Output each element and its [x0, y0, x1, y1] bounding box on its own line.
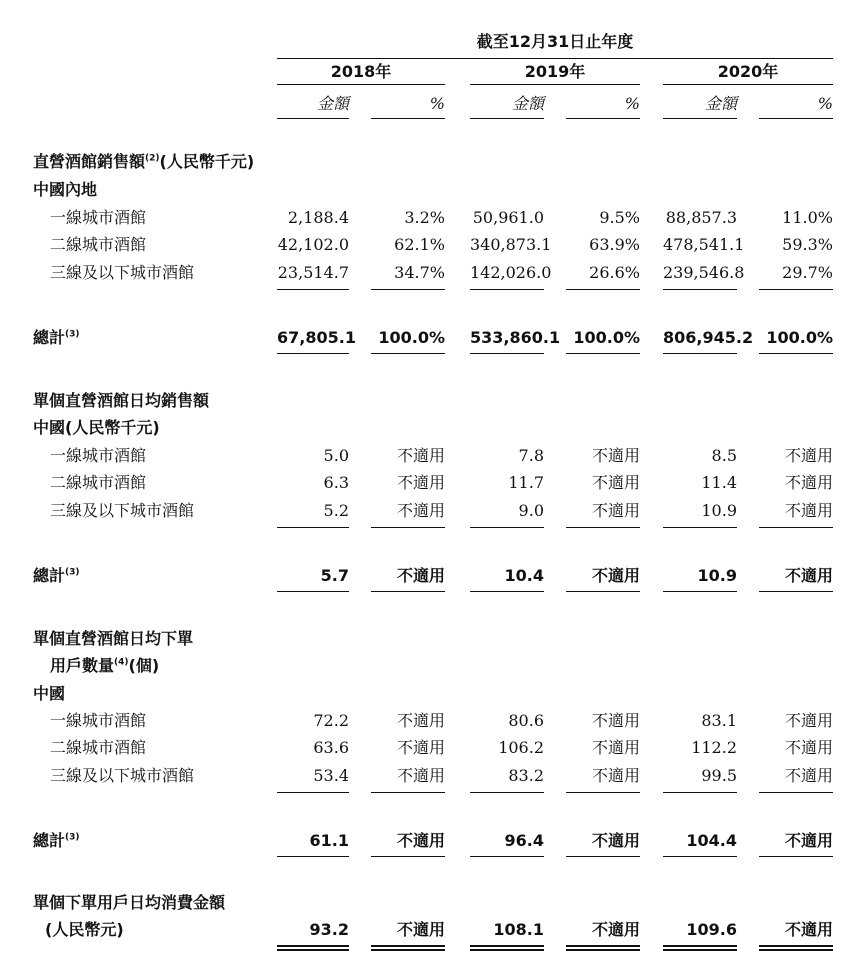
- table-cell: 2,188.4: [287, 208, 349, 227]
- subtotal-rule: [470, 353, 544, 354]
- header-rule: [277, 58, 833, 59]
- table-cell: 99.5: [701, 766, 737, 785]
- table-cell: 26.6%: [589, 263, 640, 282]
- col-rule: [566, 118, 640, 119]
- subtotal-rule: [566, 856, 640, 857]
- col-rule: [759, 118, 833, 119]
- avg-spend-cell: 不適用: [784, 920, 833, 939]
- table-cell: 不適用: [591, 711, 640, 730]
- table-cell: 不適用: [784, 711, 833, 730]
- row-label: 三線及以下城市酒館: [50, 766, 195, 785]
- table-cell: 80.6: [508, 711, 544, 730]
- total-cell: 5.7: [320, 566, 349, 585]
- double-underline: [371, 945, 445, 951]
- subtotal-rule: [759, 289, 833, 290]
- subtotal-rule: [371, 289, 445, 290]
- subtotal-rule: [663, 856, 737, 857]
- table-cell: 59.3%: [782, 235, 833, 254]
- table-cell: 不適用: [591, 446, 640, 465]
- table-cell: 112.2: [691, 738, 737, 757]
- table-cell: 340,873.1: [470, 235, 552, 254]
- avg-spend-cell: 不適用: [396, 920, 445, 939]
- section2-region: 中國(人民幣千元): [33, 418, 160, 437]
- total-cell: 67,805.1: [277, 328, 356, 347]
- subtotal-rule: [277, 591, 349, 592]
- row-label: 一線城市酒館: [50, 208, 147, 227]
- total-cell: 533,860.1: [470, 328, 561, 347]
- table-cell: 11.4: [701, 473, 737, 492]
- table-cell: 72.2: [313, 711, 349, 730]
- subtotal-rule: [566, 289, 640, 290]
- table-cell: 142,026.0: [470, 263, 552, 282]
- table-cell: 不適用: [396, 501, 445, 520]
- table-cell: 63.9%: [589, 235, 640, 254]
- year-2020: 2020年: [717, 62, 779, 81]
- subtotal-rule: [470, 527, 544, 528]
- table-cell: 83.1: [701, 711, 737, 730]
- subtotal-rule: [470, 289, 544, 290]
- subtotal-rule: [371, 792, 445, 793]
- total-cell: 100.0%: [378, 328, 445, 347]
- table-cell: 29.7%: [782, 263, 833, 282]
- total-cell: 96.4: [504, 831, 544, 850]
- pct-header-2018: %: [429, 94, 445, 113]
- subtotal-rule: [759, 527, 833, 528]
- subtotal-rule: [371, 353, 445, 354]
- avg-spend-cell: 109.6: [686, 920, 737, 939]
- table-cell: 9.5%: [599, 208, 640, 227]
- table-cell: 不適用: [784, 738, 833, 757]
- subtotal-rule: [371, 591, 445, 592]
- col-rule: [470, 118, 544, 119]
- subtotal-rule: [277, 792, 349, 793]
- table-cell: 不適用: [784, 501, 833, 520]
- double-underline: [566, 945, 640, 951]
- col-rule: [277, 118, 349, 119]
- row-label: 一線城市酒館: [50, 711, 147, 730]
- section1-region: 中國內地: [33, 180, 98, 199]
- table-cell: 不適用: [396, 446, 445, 465]
- col-rule: [663, 118, 737, 119]
- section4-title-line1: 單個下單用戶日均消費金額: [33, 893, 226, 912]
- subtotal-rule: [470, 856, 544, 857]
- table-cell: 478,541.1: [663, 235, 745, 254]
- year-2018: 2018年: [330, 62, 392, 81]
- row-label: 二線城市酒館: [50, 473, 147, 492]
- subtotal-rule: [663, 527, 737, 528]
- subtotal-rule: [663, 792, 737, 793]
- amount-header-2020: 金額: [704, 94, 737, 113]
- subtotal-rule: [470, 591, 544, 592]
- table-cell: 不適用: [396, 711, 445, 730]
- subtotal-rule: [566, 353, 640, 354]
- table-cell: 不適用: [784, 766, 833, 785]
- total-cell: 100.0%: [573, 328, 640, 347]
- table-cell: 34.7%: [394, 263, 445, 282]
- row-label: 一線城市酒館: [50, 446, 147, 465]
- table-cell: 不適用: [591, 473, 640, 492]
- pct-header-2019: %: [624, 94, 640, 113]
- subtotal-rule: [566, 527, 640, 528]
- amount-header-2019: 金額: [511, 94, 544, 113]
- subtotal-rule: [566, 591, 640, 592]
- year-2019: 2019年: [524, 62, 586, 81]
- table-cell: 不適用: [784, 446, 833, 465]
- total-cell: 104.4: [686, 831, 737, 850]
- total-cell: 806,945.2: [663, 328, 754, 347]
- table-cell: 3.2%: [404, 208, 445, 227]
- table-cell: 不適用: [784, 473, 833, 492]
- table-cell: 不適用: [591, 738, 640, 757]
- subtotal-rule: [663, 591, 737, 592]
- double-underline: [663, 945, 737, 951]
- row-label: 三線及以下城市酒館: [50, 501, 195, 520]
- col-rule: [371, 118, 445, 119]
- table-cell: 5.2: [323, 501, 349, 520]
- total-cell: 不適用: [784, 831, 833, 850]
- total-cell: 100.0%: [766, 328, 833, 347]
- section3-total-label: 總計$^{(3)}$: [33, 831, 80, 850]
- table-cell: 不適用: [396, 738, 445, 757]
- double-underline: [470, 945, 544, 951]
- year-rule-2020: [663, 84, 833, 85]
- total-cell: 不適用: [591, 831, 640, 850]
- total-cell: 不適用: [784, 566, 833, 585]
- subtotal-rule: [759, 856, 833, 857]
- table-cell: 8.5: [711, 446, 737, 465]
- row-label: 三線及以下城市酒館: [50, 263, 195, 282]
- total-cell: 10.4: [504, 566, 544, 585]
- table-cell: 5.0: [323, 446, 349, 465]
- total-cell: 不適用: [396, 566, 445, 585]
- section1-title: 直營酒館銷售額$^{(2)}$(人民幣千元): [33, 152, 255, 171]
- table-cell: 11.0%: [782, 208, 833, 227]
- table-cell: 不適用: [396, 766, 445, 785]
- avg-spend-cell: 93.2: [309, 920, 349, 939]
- table-cell: 23,514.7: [277, 263, 349, 282]
- section3-region: 中國: [33, 684, 66, 703]
- table-cell: 不適用: [591, 766, 640, 785]
- total-cell: 61.1: [309, 831, 349, 850]
- subtotal-rule: [277, 289, 349, 290]
- table-cell: 88,857.3: [665, 208, 737, 227]
- subtotal-rule: [663, 289, 737, 290]
- table-cell: 239,546.8: [663, 263, 745, 282]
- amount-header-2018: 金額: [316, 94, 349, 113]
- avg-spend-cell: 108.1: [493, 920, 544, 939]
- subtotal-rule: [371, 527, 445, 528]
- section3-title-line2: 用戶數量$^{(4)}$(個): [50, 656, 160, 675]
- total-cell: 不適用: [591, 566, 640, 585]
- table-cell: 不適用: [591, 501, 640, 520]
- table-cell: 6.3: [323, 473, 349, 492]
- year-rule-2018: [277, 84, 445, 85]
- subtotal-rule: [759, 353, 833, 354]
- double-underline: [277, 945, 349, 951]
- section2-title: 單個直營酒館日均銷售額: [33, 391, 210, 410]
- pct-header-2020: %: [817, 94, 833, 113]
- subtotal-rule: [277, 353, 349, 354]
- table-cell: 63.6: [313, 738, 349, 757]
- table-cell: 83.2: [508, 766, 544, 785]
- table-cell: 11.7: [508, 473, 544, 492]
- table-cell: 42,102.0: [277, 235, 349, 254]
- row-label: 二線城市酒館: [50, 738, 147, 757]
- subtotal-rule: [371, 856, 445, 857]
- double-underline: [759, 945, 833, 951]
- table-cell: 106.2: [498, 738, 544, 757]
- section2-total-label: 總計$^{(3)}$: [33, 566, 80, 585]
- table-cell: 7.8: [518, 446, 544, 465]
- table-cell: 53.4: [313, 766, 349, 785]
- subtotal-rule: [277, 527, 349, 528]
- subtotal-rule: [277, 856, 349, 857]
- total-cell: 10.9: [697, 566, 737, 585]
- avg-spend-cell: 不適用: [591, 920, 640, 939]
- subtotal-rule: [470, 792, 544, 793]
- year-rule-2019: [470, 84, 640, 85]
- total-cell: 不適用: [396, 831, 445, 850]
- table-cell: 不適用: [396, 473, 445, 492]
- subtotal-rule: [759, 591, 833, 592]
- table-cell: 62.1%: [394, 235, 445, 254]
- subtotal-rule: [759, 792, 833, 793]
- table-cell: 50,961.0: [472, 208, 544, 227]
- table-cell: 9.0: [518, 501, 544, 520]
- table-cell: 10.9: [701, 501, 737, 520]
- section4-title-line2: (人民幣元): [45, 920, 124, 939]
- period-heading: 截至12月31日止年度: [476, 32, 634, 51]
- row-label: 二線城市酒館: [50, 235, 147, 254]
- section3-title-line1: 單個直營酒館日均下單: [33, 629, 194, 648]
- subtotal-rule: [566, 792, 640, 793]
- section1-total-label: 總計$^{(3)}$: [33, 328, 80, 347]
- subtotal-rule: [663, 353, 737, 354]
